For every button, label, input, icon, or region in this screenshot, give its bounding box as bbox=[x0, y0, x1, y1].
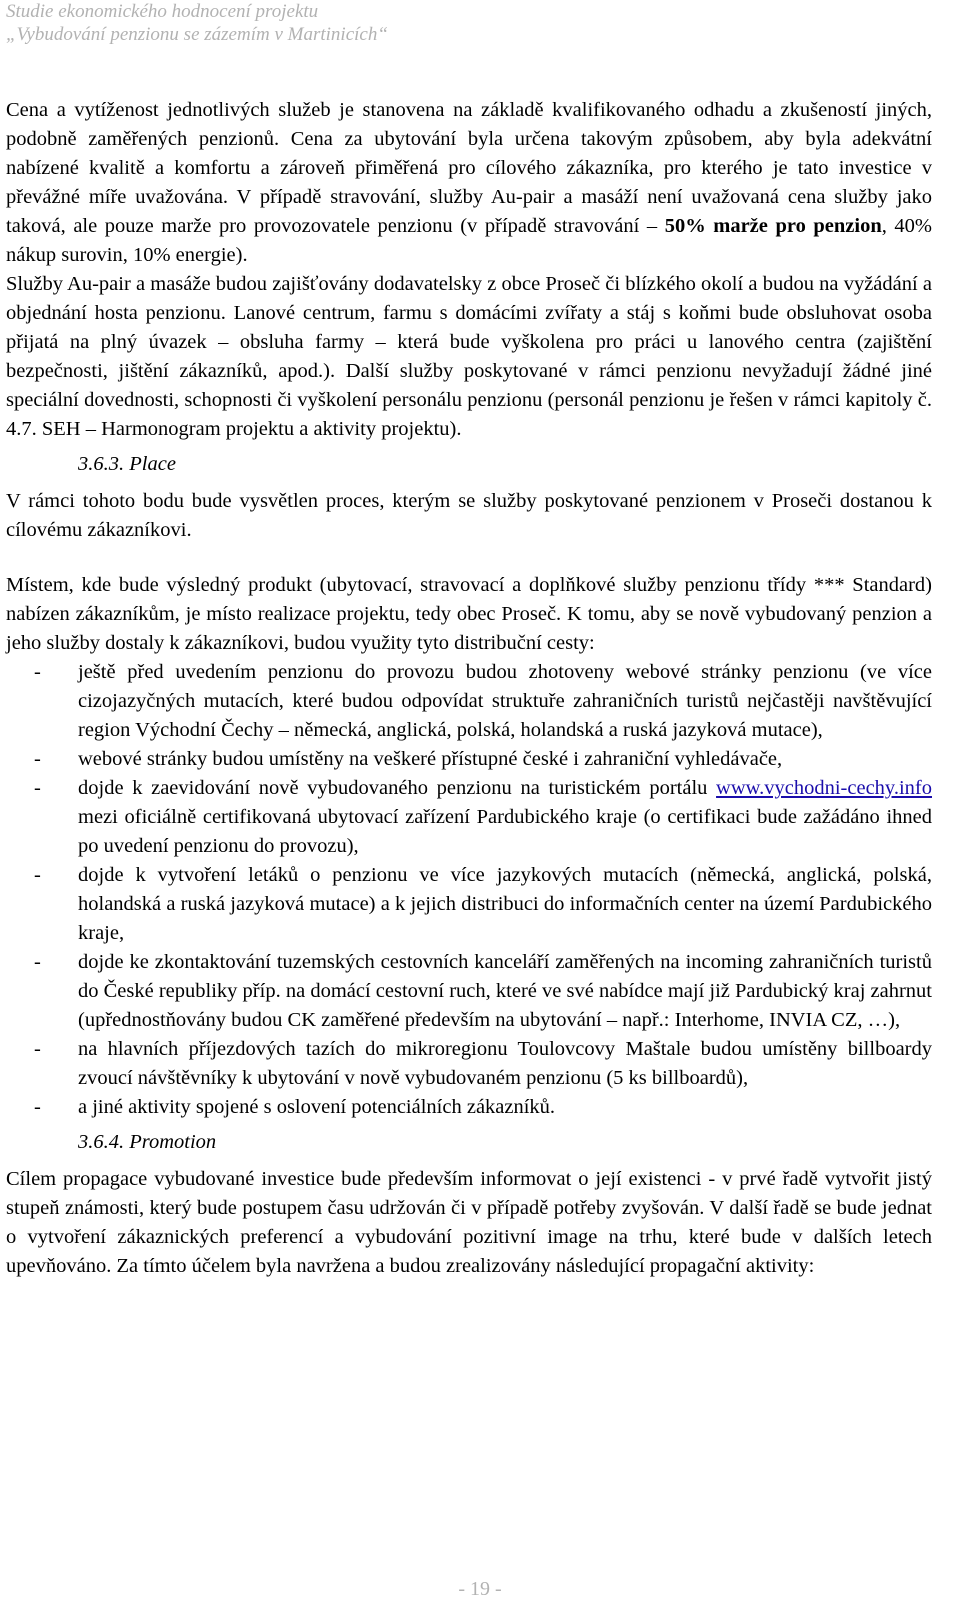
paragraph-pricing-text-2: , 40% nákup surovin, 10% energie). bbox=[6, 215, 933, 266]
list-item-text: webové stránky budou umístěny na veškeré přístupné české i zahraniční vyhledávače, bbox=[78, 748, 783, 770]
list-item-text: a jiné aktivity spojené s oslovení potenciálních zákazníků. bbox=[78, 1096, 556, 1118]
paragraph-distribution: Místem, kde bude výsledný produkt (ubytovací, stravovací a doplňkové služby penzionu třídy *** Standard) nabízen zákazníkům, je místo realizace projektu, tedy obec Proseč. K tomu, aby se nově vybudovaný penzion a jeho služby dostaly k zákazníkovi, budou využity tyto distribuční cesty: bbox=[6, 574, 932, 654]
list-dash: - bbox=[34, 748, 41, 770]
main-content bbox=[6, 96, 932, 1281]
header-line-2: „Vybudování penzionu se zázemím v Martinicích“ bbox=[6, 24, 388, 45]
list-item-text: ještě před uvedením penzionu do provozu budou zhotoveny webové stránky penzionu (ve více cizojazyčných mutacích, které budou odpovídat struktuře zahraničních turistů nejčastěji navštěvující region Východní Čechy – německá, anglická, polská, holandská a ruská jazyková mutace), bbox=[78, 661, 932, 741]
list-dash: - bbox=[34, 777, 41, 799]
portal-link[interactable]: www.vychodni-cechy.info bbox=[716, 777, 932, 799]
section-heading-place: 3.6.3. Place bbox=[78, 453, 176, 475]
section-heading-promotion: 3.6.4. Promotion bbox=[78, 1131, 217, 1153]
list-item-text: dojde ke zkontaktování tuzemských cestovních kanceláří zaměřených na incoming zahraničních turistů do České republiky příp. na domácí cestovní ruch, které ve své nabídce mají již Pardubický kraj zahrnut (upřednostňovány budou CK zaměřené především na ubytování – např.: Interhome, INVIA CZ, …), bbox=[78, 951, 932, 1031]
list-item bbox=[6, 861, 932, 948]
list-item bbox=[6, 1035, 932, 1093]
page-number: - 19 - bbox=[458, 1578, 502, 1600]
header-line-1: Studie ekonomického hodnocení projektu bbox=[6, 1, 319, 22]
list-item bbox=[6, 774, 932, 861]
paragraph-pricing bbox=[6, 96, 932, 270]
list-item-text: na hlavních příjezdových tazích do mikroregionu Toulovcovy Maštale budou umístěny billboardy zvoucí návštěvníky k ubytování v nově vybudovaném penzionu (5 ks billboardů), bbox=[78, 1038, 932, 1089]
running-header bbox=[6, 0, 388, 46]
list-item bbox=[6, 1093, 932, 1122]
list-dash: - bbox=[34, 661, 41, 683]
list-item-text-post: mezi oficiálně certifikovaná ubytovací zařízení Pardubického kraje (o certifikaci bude zažádáno ihned po uvedení penzionu do provozu), bbox=[78, 806, 932, 857]
list-dash: - bbox=[34, 864, 41, 886]
list-dash: - bbox=[34, 951, 41, 973]
list-item-text-pre: dojde k zaevidování nově vybudovaného penzionu na turistickém portálu bbox=[78, 777, 717, 799]
list-item bbox=[6, 745, 932, 774]
paragraph-pricing-text-1: Cena a vytíženost jednotlivých služeb je stanovena na základě kvalifikovaného odhadu a zkušeností jiných, podobně zaměřených penzionů. Cena za ubytování byla určena takovým způsobem, aby byla adekvátní nabízené kvalitě a komfortu a zároveň přiměřená pro cílového zákazníka, pro kterého je tato investice v převážné míře uvažována. V případě stravování, služby Au-pair a masáží není uvažovaná cena služby jako taková, ale pouze marže pro provozovatele penzionu (v případě stravování – bbox=[6, 99, 932, 237]
list-dash: - bbox=[34, 1096, 41, 1118]
paragraph-promotion: Cílem propagace vybudované investice bude především informovat o její existenci - v prvé řadě vytvořit jistý stupeň známosti, který bude postupem času udržován či v případě potřeby zvyšován. V další řadě se bude jednat o vytvoření zákaznických preferencí a vybudování pozitivní image na trhu, které bude v dalších letech upevňováno. Za tímto účelem byla navržena a budou zrealizovány následující propagační aktivity: bbox=[6, 1168, 932, 1277]
distribution-list bbox=[6, 658, 932, 1122]
paragraph-pricing-bold: 50% marže pro penzion bbox=[664, 215, 882, 237]
list-item-text: dojde k vytvoření letáků o penzionu ve více jazykových mutacích (německá, anglická, polská, holandská a ruská jazyková mutace) a k jejich distribuci do informačních center na území Pardubického kraje, bbox=[78, 864, 932, 944]
paragraph-services: Služby Au-pair a masáže budou zajišťovány dodavatelsky z obce Proseč či blízkého okolí a budou na vyžádání a objednání hosta penzionu. Lanové centrum, farmu s domácími zvířaty a stáj s koňmi bude obsluhovat osoba přijatá na plný úvazek – obsluha farmy – která bude vyškolena pro práci u lanového centra (zajištění bezpečnosti, jištění zákazníků, apod.). Další služby poskytované v rámci penzionu nevyžadují žádné jiné speciální dovednosti, schopnosti či vyškolení personálu penzionu (personál penzionu je řešen v rámci kapitoly č. 4.7. SEH – Harmonogram projektu a aktivity projektu). bbox=[6, 273, 932, 440]
paragraph-place-intro: V rámci tohoto bodu bude vysvětlen proces, kterým se služby poskytované penzionem v Proseči dostanou k cílovému zákazníkovi. bbox=[6, 490, 932, 541]
list-item bbox=[6, 948, 932, 1035]
list-dash: - bbox=[34, 1038, 41, 1060]
list-item bbox=[6, 658, 932, 745]
